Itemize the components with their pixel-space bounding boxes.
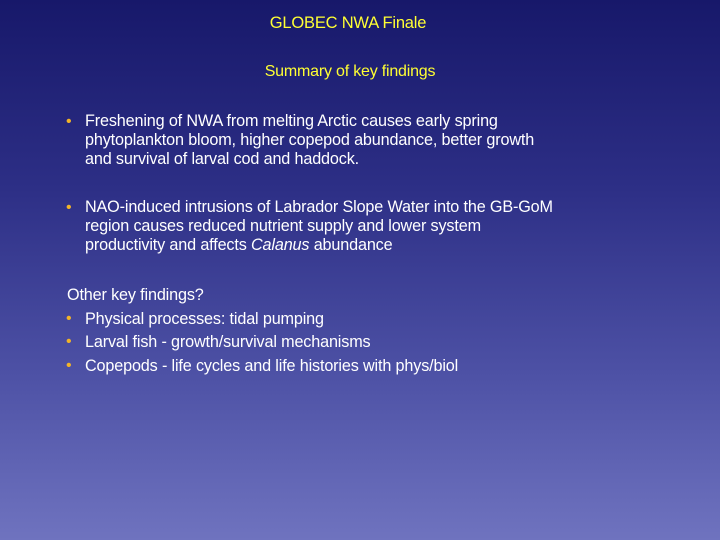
bullet-line: phytoplankton bloom, higher copepod abundance, better growth <box>85 131 535 149</box>
bullet-line: and survival of larval cod and haddock. <box>85 150 360 168</box>
bullet-line: region causes reduced nutrient supply and lower system <box>85 217 481 235</box>
slide-subtitle: Summary of key findings <box>264 63 436 80</box>
bullet-line <box>85 236 695 255</box>
bullet-line-suffix: abundance <box>309 236 393 254</box>
bullet-icon: • <box>66 113 72 130</box>
other-item-label: Physical processes: tidal pumping <box>85 310 324 328</box>
bullet-line-prefix: productivity and affects <box>85 236 252 254</box>
bullet-icon: • <box>66 310 72 327</box>
bullet-line: NAO-induced intrusions of Labrador Slope Water into the GB-GoM <box>85 198 553 216</box>
other-item-larval-fish <box>66 333 371 352</box>
bullet-item-freshening <box>66 112 695 169</box>
slide-title: GLOBEC NWA Finale <box>269 14 427 32</box>
bullet-icon: • <box>66 199 72 216</box>
bullet-item-nao <box>66 198 695 255</box>
other-item-physical <box>66 310 324 329</box>
other-item-label: Copepods - life cycles and life histories with phys/biol <box>85 357 459 375</box>
other-item-label: Larval fish - growth/survival mechanisms <box>85 333 371 351</box>
bullet-icon: • <box>66 333 72 350</box>
bullet-line: Freshening of NWA from melting Arctic causes early spring <box>85 112 498 130</box>
species-name-italic: Calanus <box>251 236 310 254</box>
other-findings-heading: Other key findings? <box>67 286 204 304</box>
other-item-copepods <box>66 357 459 376</box>
bullet-icon: • <box>66 357 72 374</box>
